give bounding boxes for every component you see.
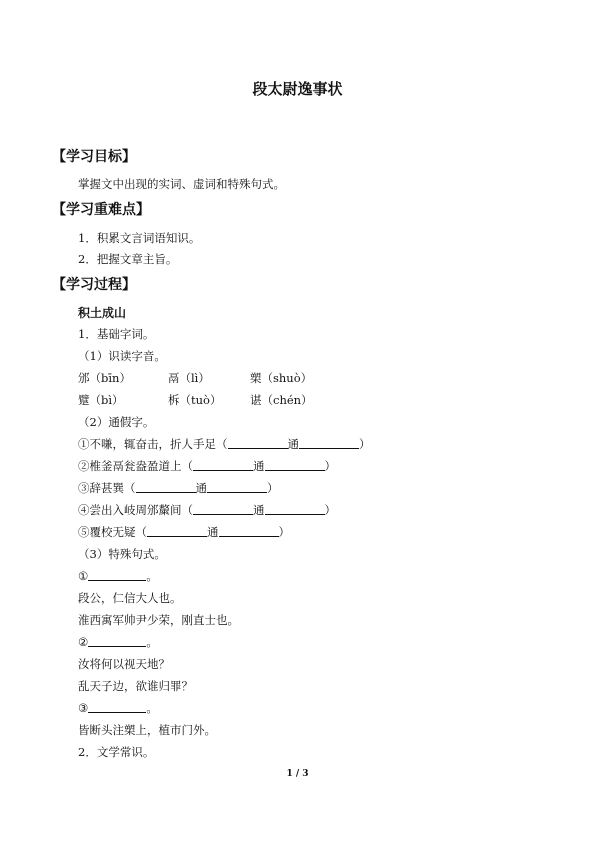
fill-blank[interactable] — [219, 525, 279, 537]
key-item-2: 2．把握文章主旨。 — [78, 252, 178, 266]
tongjia-text: ③辞甚巽（ — [78, 481, 136, 495]
item-number: ① — [78, 569, 89, 583]
pinyin-item: 槊（shuò） — [250, 371, 313, 385]
tongjia-text: ④尝出入岐周邠斄间（ — [78, 503, 193, 517]
fill-blank[interactable] — [265, 503, 325, 515]
subtitle: 积土成山 — [78, 306, 127, 320]
tongjia-close: ） — [278, 525, 290, 539]
special-blank-2 — [78, 634, 158, 650]
tongjia-text: ①不嗛，辄奋击，折人手足（ — [78, 437, 228, 451]
part-2-heading: （2）通假字。 — [78, 415, 155, 429]
tongjia-item-2 — [78, 458, 336, 474]
tongjia-close: ） — [324, 459, 336, 473]
fill-blank[interactable] — [193, 503, 253, 515]
fill-blank[interactable] — [147, 525, 207, 537]
pinyin-item: 躄（bì） — [78, 393, 124, 407]
tongjia-close: ） — [267, 481, 279, 495]
tongjia-item-5 — [78, 524, 290, 540]
pinyin-item: 谌（chén） — [250, 393, 313, 407]
step-1: 1．基础字词。 — [78, 327, 155, 341]
period: 。 — [146, 635, 158, 649]
part-3-heading: （3）特殊句式。 — [78, 547, 166, 561]
page-title: 段太尉逸事状 — [252, 80, 343, 98]
special-sentence: 淮西寓军帅尹少荣，刚直士也。 — [78, 613, 239, 627]
special-blank-1 — [78, 568, 158, 584]
tongjia-item-3 — [78, 480, 279, 496]
tongjia-close: ） — [359, 437, 371, 451]
fill-blank[interactable] — [136, 481, 196, 493]
goal-text: 掌握文中出现的实词、虚词和特殊句式。 — [78, 177, 285, 191]
tongjia-close: ） — [324, 503, 336, 517]
special-sentence: 汝将何以视天地？ — [78, 657, 170, 671]
special-sentence: 皆断头注槊上，植市门外。 — [78, 723, 216, 737]
section-heading-process: 【学习过程】 — [52, 277, 136, 293]
tongjia-item-4 — [78, 502, 336, 518]
special-blank-3 — [78, 700, 158, 716]
key-item-1: 1．积累文言词语知识。 — [78, 231, 201, 245]
section-heading-goal: 【学习目标】 — [52, 149, 136, 165]
pinyin-item: 柝（tuò） — [168, 393, 222, 407]
fill-blank[interactable] — [299, 437, 359, 449]
fill-blank[interactable] — [88, 635, 146, 647]
tongjia-tong: 通 — [207, 525, 219, 539]
special-sentence: 段公，仁信大人也。 — [78, 591, 182, 605]
tongjia-text: ⑤覆校无疑（ — [78, 525, 147, 539]
tongjia-item-1 — [78, 436, 371, 452]
item-number: ③ — [78, 701, 89, 715]
fill-blank[interactable] — [193, 459, 253, 471]
fill-blank[interactable] — [88, 701, 146, 713]
item-number: ② — [78, 635, 89, 649]
period: 。 — [146, 569, 158, 583]
tongjia-text: ②椎釜鬲瓮盎盈道上（ — [78, 459, 193, 473]
fill-blank[interactable] — [88, 569, 146, 581]
step-2: 2．文学常识。 — [78, 745, 155, 759]
tongjia-tong: 通 — [287, 437, 299, 451]
tongjia-tong: 通 — [253, 459, 265, 473]
pinyin-item: 邠（bīn） — [78, 371, 131, 385]
section-heading-key: 【学习重难点】 — [52, 202, 150, 218]
pinyin-item: 鬲（lì） — [168, 371, 210, 385]
period: 。 — [146, 701, 158, 715]
tongjia-tong: 通 — [195, 481, 207, 495]
page-number: 1 / 3 — [286, 769, 309, 779]
special-sentence: 乱天子边，欲谁归罪？ — [78, 679, 193, 693]
tongjia-tong: 通 — [253, 503, 265, 517]
part-1-heading: （1）识读字音。 — [78, 349, 166, 363]
fill-blank[interactable] — [228, 437, 288, 449]
fill-blank[interactable] — [265, 459, 325, 471]
fill-blank[interactable] — [207, 481, 267, 493]
